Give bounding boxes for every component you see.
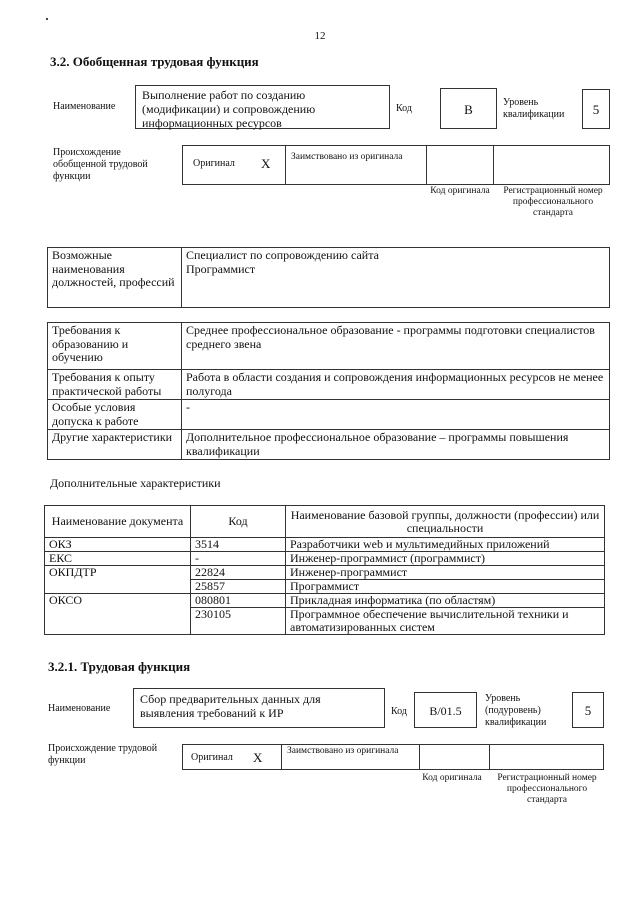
table-row xyxy=(45,566,605,580)
code-cell: 25857 xyxy=(191,580,286,594)
original-mark: X xyxy=(253,750,263,765)
name-cell: Прикладная информатика (по областям) xyxy=(286,594,605,608)
scan-speck xyxy=(46,18,48,20)
code-value: В/01.5 xyxy=(414,692,477,728)
reg-num-caption: Регистрационный номер профессионального стандарта xyxy=(497,773,597,805)
header-code: Код xyxy=(191,506,286,538)
doc-cell: ЕКС xyxy=(45,552,191,566)
borrowed-label: Заимствовано из оригинала xyxy=(291,152,403,162)
table-header-row xyxy=(45,506,605,538)
name-cell: Программное обеспечение вычислительной техники и автоматизированных систем xyxy=(286,608,605,635)
table-row xyxy=(45,594,605,608)
table-row xyxy=(48,400,610,430)
requirements-table xyxy=(47,322,610,460)
original-label: Оригинал xyxy=(191,752,233,763)
name-value: Выполнение работ по созданию (модификации) и сопровождению информационных ресурсов xyxy=(135,85,390,129)
requirement-label: Другие характеристики xyxy=(48,430,182,460)
code-cell: 3514 xyxy=(191,538,286,552)
code-cell: - xyxy=(191,552,286,566)
table-row xyxy=(48,370,610,400)
code-cell: 080801 xyxy=(191,594,286,608)
position-item: Программист xyxy=(186,261,256,276)
code-cell: 22824 xyxy=(191,566,286,580)
requirement-label: Требования к образованию и обучению xyxy=(48,323,182,370)
origin-box xyxy=(182,744,604,770)
name-cell: Программист xyxy=(286,580,605,594)
requirement-label: Особые условия допуска к работе xyxy=(48,400,182,430)
section-heading-3-2-1: 3.2.1. Трудовая функция xyxy=(48,659,191,674)
origin-label: Происхождение обобщенной трудовой функции xyxy=(53,147,148,182)
origin-label: Происхождение трудовой функции xyxy=(48,743,158,766)
level-label: Уровень квалификации xyxy=(503,97,565,120)
reg-num-caption: Регистрационный номер профессионального стандарта xyxy=(503,186,603,218)
positions-table xyxy=(47,247,610,308)
requirement-value: Работа в области создания и сопровождения информационных ресурсов не менее полугода xyxy=(182,370,610,400)
doc-cell: ОКПДТР xyxy=(45,566,191,594)
name-label: Наименование xyxy=(53,101,116,112)
level-value: 5 xyxy=(572,692,604,728)
borrowed-label: Заимствовано из оригинала xyxy=(287,746,399,756)
code-label: Код xyxy=(396,103,412,114)
name-value: Сбор предварительных данных для выявления требований к ИР xyxy=(133,688,385,728)
positions-value xyxy=(182,248,610,308)
requirement-value: Дополнительное профессиональное образование – программы повышения квалификации xyxy=(182,430,610,460)
requirement-value: Среднее профессиональное образование - программы подготовки специалистов среднего звена xyxy=(182,323,610,370)
requirement-value: - xyxy=(182,400,610,430)
positions-label: Возможные наименования должностей, профессий xyxy=(48,248,182,308)
orig-code-caption: Код оригинала xyxy=(430,186,490,196)
code-value: В xyxy=(440,88,497,129)
header-doc: Наименование документа xyxy=(45,506,191,538)
original-label: Оригинал xyxy=(193,158,235,169)
code-label: Код xyxy=(391,706,407,717)
doc-cell: ОКЗ xyxy=(45,538,191,552)
table-row xyxy=(48,430,610,460)
table-row xyxy=(45,538,605,552)
name-label: Наименование xyxy=(48,703,111,714)
original-mark: X xyxy=(261,156,271,171)
level-value: 5 xyxy=(582,89,610,129)
table-row xyxy=(45,552,605,566)
name-cell: Инженер-программист xyxy=(286,566,605,580)
page-number: 12 xyxy=(314,30,326,42)
section-heading-3-2: 3.2. Обобщенная трудовая функция xyxy=(50,54,259,69)
position-item: Специалист по сопровождению сайта xyxy=(186,248,379,262)
level-label: Уровень (подуровень) квалификации xyxy=(485,693,547,728)
code-cell: 230105 xyxy=(191,608,286,635)
table-row xyxy=(48,323,610,370)
requirement-label: Требования к опыту практической работы xyxy=(48,370,182,400)
additional-heading: Дополнительные характеристики xyxy=(50,476,221,490)
additional-table xyxy=(44,505,605,635)
header-name: Наименование базовой группы, должности (профессии) или специальности xyxy=(286,506,605,538)
name-cell: Разработчики web и мультимедийных приложений xyxy=(286,538,605,552)
orig-code-caption: Код оригинала xyxy=(422,773,482,783)
doc-cell: ОКСО xyxy=(45,594,191,635)
origin-box xyxy=(182,145,610,185)
name-cell: Инженер-программист (программист) xyxy=(286,552,605,566)
